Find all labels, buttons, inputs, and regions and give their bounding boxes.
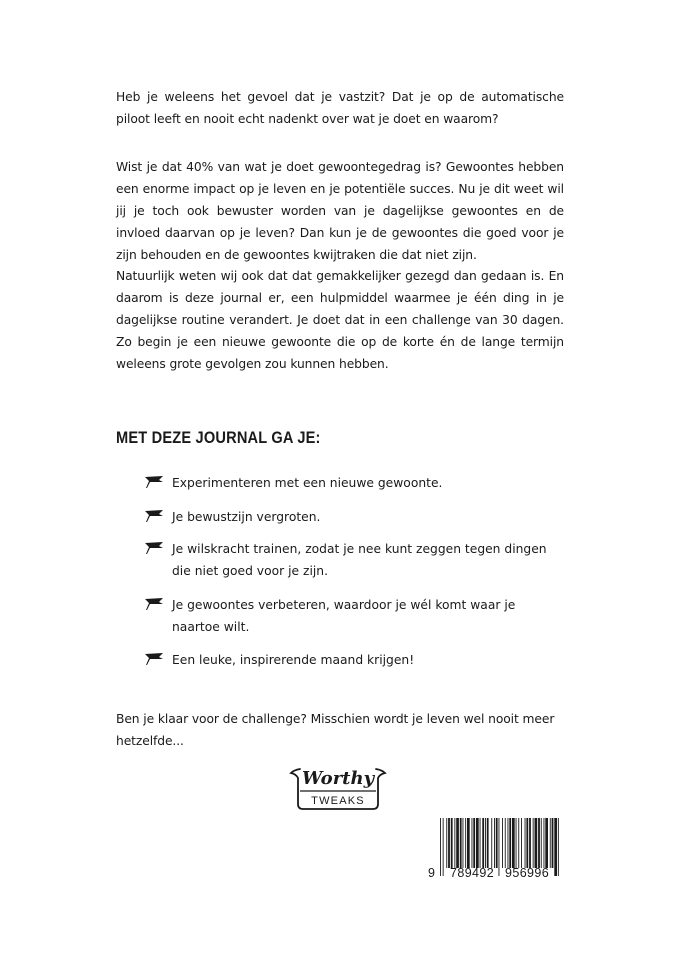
flag-icon bbox=[144, 597, 164, 611]
intro-paragraph-3: Natuurlijk weten wij ook dat dat gemakkelijker gezegd dan gedaan is. En daarom is deze journal er, een hulpmiddel waarmee je één ding in je dagelijkse routine verandert. Je doet dat in een challenge van 30 dagen. Zo begin je een nieuwe gewoonte die op de korte én de lange termijn weleens grote gevolgen zou kunnen hebben. bbox=[116, 269, 564, 371]
barcode-bar bbox=[550, 818, 551, 868]
barcode-bar bbox=[521, 818, 522, 868]
barcode-bar bbox=[494, 818, 495, 868]
barcode-bar bbox=[518, 818, 519, 868]
barcode-bar bbox=[487, 818, 489, 868]
isbn-group-2: 956996 bbox=[505, 866, 550, 880]
barcode-bar bbox=[541, 818, 542, 868]
benefit-item bbox=[144, 649, 414, 671]
barcode-bar bbox=[446, 818, 447, 868]
benefit-item bbox=[144, 472, 442, 494]
barcode-bar bbox=[496, 818, 498, 868]
flag-icon bbox=[144, 475, 164, 489]
benefit-item bbox=[144, 594, 564, 638]
barcode-bar bbox=[499, 818, 500, 876]
intro-paragraph-2: Wist je dat 40% van wat je doet gewoontegedrag is? Gewoontes hebben een enorme impact op je leven en je potentiële succes. Nu je dit weet wil jij je toch ook bewuster worden van je dagelijkse gewoontes en de invloed daarvan op je leven? Dan kun je de gewoontes die goed voor je zijn behouden en de gewoontes kwijtraken die dat niet zijn. bbox=[116, 160, 564, 262]
barcode-bar bbox=[451, 818, 453, 868]
barcode-bar bbox=[544, 818, 545, 868]
barcode-bar bbox=[535, 818, 538, 868]
barcode-bar bbox=[463, 818, 464, 868]
barcode-bar bbox=[482, 818, 484, 868]
barcode-bar bbox=[533, 818, 534, 868]
barcode-bar bbox=[480, 818, 481, 868]
barcode-bar bbox=[460, 818, 462, 868]
barcode-bar bbox=[476, 818, 479, 868]
barcode-bar bbox=[491, 818, 492, 868]
barcode-bar bbox=[502, 818, 503, 868]
benefit-text: Een leuke, inspirerende maand krijgen! bbox=[172, 653, 415, 667]
section-heading: MET DEZE JOURNAL GA JE: bbox=[116, 428, 321, 447]
barcode-bar bbox=[485, 818, 486, 868]
closing-paragraph: Ben je klaar voor de challenge? Misschien wordt je leven wel nooit meer hetzelfde... bbox=[116, 712, 555, 748]
flag-icon bbox=[144, 652, 164, 666]
flag-icon bbox=[144, 541, 164, 555]
barcode-bar bbox=[525, 818, 526, 868]
barcode-bar bbox=[526, 818, 528, 868]
isbn-lead-digit: 9 bbox=[428, 866, 436, 880]
barcode-bar bbox=[512, 818, 515, 868]
barcode-bar bbox=[440, 818, 441, 876]
barcode-bar bbox=[552, 818, 554, 868]
barcode-bar bbox=[443, 818, 444, 876]
benefit-item bbox=[144, 538, 564, 582]
intro-paragraph-1: Heb je weleens het gevoel dat je vastzit? Dat je op de automatische piloot leeft en nooit echt nadenkt over wat je doet en waarom? bbox=[116, 90, 564, 126]
barcode-bar bbox=[448, 818, 450, 868]
barcode-bar bbox=[505, 818, 506, 868]
barcode-bar bbox=[545, 818, 548, 868]
barcode-bar bbox=[467, 818, 470, 868]
isbn-group-1: 789492 bbox=[450, 866, 495, 880]
barcode-bar bbox=[516, 818, 517, 868]
barcode-bar bbox=[558, 818, 559, 876]
barcode-bar bbox=[538, 818, 540, 868]
benefit-text: Je gewoontes verbeteren, waardoor je wél komt waar je naartoe wilt. bbox=[172, 598, 516, 634]
barcode-bar bbox=[508, 818, 509, 868]
benefit-text: Je bewustzijn vergroten. bbox=[172, 510, 321, 524]
benefit-item bbox=[144, 506, 320, 528]
barcode-bar bbox=[473, 818, 475, 868]
barcode-bar bbox=[472, 818, 473, 868]
benefit-text: Je wilskracht trainen, zodat je nee kunt zeggen tegen dingen die niet goed voor je zijn. bbox=[172, 542, 547, 578]
barcode-bar bbox=[554, 818, 557, 876]
benefit-text: Experimenteren met een nieuwe gewoonte. bbox=[172, 476, 443, 490]
barcode-bar bbox=[509, 818, 511, 868]
logo-caps-text: TWEAKS bbox=[311, 795, 365, 807]
barcode-bar bbox=[465, 818, 466, 868]
logo-script-text: Worthy bbox=[301, 768, 375, 789]
barcode-bar bbox=[529, 818, 531, 868]
barcode-bar bbox=[454, 818, 455, 868]
flag-icon bbox=[144, 509, 164, 523]
worthy-tweaks-logo bbox=[288, 757, 388, 813]
barcode-bar bbox=[456, 818, 459, 868]
